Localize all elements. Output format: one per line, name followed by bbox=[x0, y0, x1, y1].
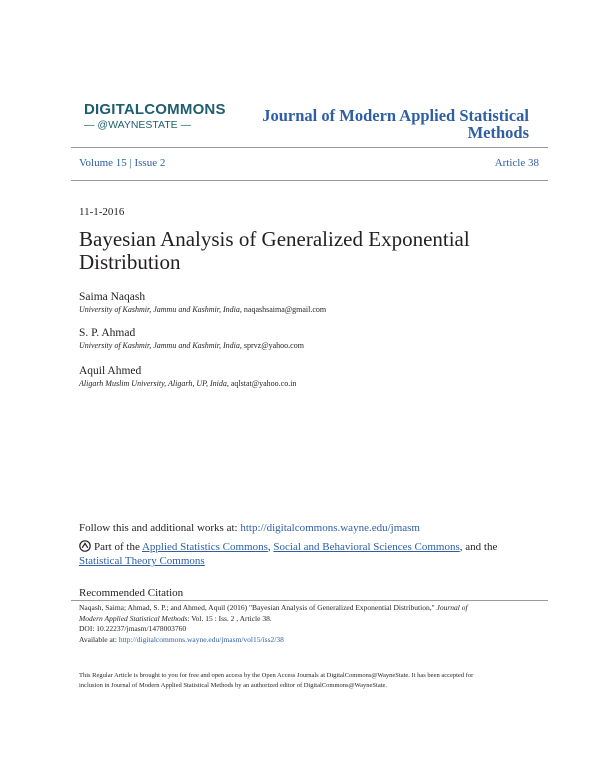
citation-line1 bbox=[79, 603, 529, 614]
volume-issue-bar bbox=[79, 157, 165, 169]
citation-available bbox=[79, 635, 529, 646]
citation-divider bbox=[71, 600, 548, 601]
logo-top-text: DIGITALCOMMONS bbox=[84, 101, 226, 118]
issue-link[interactable]: Issue 2 bbox=[134, 157, 166, 169]
affiliation-text: University of Kashmir, Jammu and Kashmir, India bbox=[79, 305, 240, 314]
author-name: Aquil Ahmed bbox=[79, 365, 142, 377]
applied-statistics-commons-link[interactable]: Applied Statistics Commons bbox=[141, 541, 268, 553]
affiliation-text: Aligarh Muslim University, Aligarh, UP, Inida bbox=[79, 379, 227, 388]
affiliation-text: University of Kashmir, Jammu and Kashmir, India bbox=[79, 341, 240, 350]
author-name: Saima Naqash bbox=[79, 291, 146, 303]
citation-volume: : Vol. 15 : Iss. 2 , Article 38. bbox=[187, 613, 272, 623]
open-access-notice bbox=[79, 671, 529, 691]
header-divider-top bbox=[71, 147, 548, 148]
author-block bbox=[79, 326, 304, 351]
citation-body bbox=[79, 603, 529, 645]
author-affiliation: University of Kashmir, Jammu and Kashmir, India, sprvz@yahoo.com bbox=[79, 341, 304, 350]
citation-doi: DOI: 10.22237/jmasm/1478003760 bbox=[79, 624, 187, 633]
part-of-commons bbox=[79, 540, 519, 568]
volume-link[interactable]: Volume 15 bbox=[79, 157, 127, 169]
citation-journal-end: Modern Applied Statistical Methods bbox=[79, 613, 188, 623]
recommended-citation-heading: Recommended Citation bbox=[79, 587, 184, 599]
journal-title-line1: Journal of Modern Applied Statistical bbox=[262, 106, 529, 125]
and-the-text: , and the bbox=[459, 541, 498, 553]
commons-network-icon bbox=[79, 540, 91, 552]
author-affiliation: University of Kashmir, Jammu and Kashmir, India, naqashsaima@gmail.com bbox=[79, 305, 327, 314]
journal-title[interactable] bbox=[239, 107, 529, 141]
citation-journal-start: Journal of bbox=[436, 603, 468, 612]
available-label: Available at: bbox=[79, 634, 117, 644]
logo-bottom-text: — @WAYNESTATE — bbox=[84, 119, 192, 131]
paper-title: Bayesian Analysis of Generalized Exponential Distribution bbox=[79, 227, 470, 274]
author-name: S. P. Ahmad bbox=[79, 327, 136, 339]
author-email: naqashsaima@gmail.com bbox=[243, 305, 327, 314]
notice-line1: This Regular Article is brought to you for free and open access by the Open Access Journals at DigitalCommons@WayneState. It has been accepted for bbox=[79, 672, 474, 679]
author-block bbox=[79, 364, 296, 389]
publication-date: 11-1-2016 bbox=[79, 206, 125, 218]
comma: , bbox=[267, 541, 271, 553]
author-email: aqlstat@yahoo.co.in bbox=[230, 379, 297, 388]
available-link[interactable]: http://digitalcommons.wayne.edu/jmasm/vol15/iss2/38 bbox=[118, 634, 284, 644]
author-block bbox=[79, 290, 326, 315]
digitalcommons-logo[interactable] bbox=[84, 101, 226, 131]
follow-line bbox=[79, 522, 420, 534]
header-divider-bottom bbox=[71, 180, 548, 181]
social-behavioral-sciences-commons-link[interactable]: Social and Behavioral Sciences Commons bbox=[273, 541, 460, 553]
journal-title-line2: Methods bbox=[467, 123, 529, 142]
follow-text: Follow this and additional works at: bbox=[79, 522, 238, 534]
author-affiliation: Aligarh Muslim University, Aligarh, UP, Inida, aqlstat@yahoo.co.in bbox=[79, 379, 297, 388]
citation-line2 bbox=[79, 614, 529, 625]
author-email: sprvz@yahoo.com bbox=[243, 341, 304, 350]
part-of-text: Part of the bbox=[94, 541, 140, 553]
follow-link[interactable]: http://digitalcommons.wayne.edu/jmasm bbox=[240, 522, 420, 534]
statistical-theory-commons-link[interactable]: Statistical Theory Commons bbox=[79, 555, 205, 567]
article-number: Article 38 bbox=[494, 157, 539, 169]
separator: | bbox=[129, 157, 132, 169]
notice-line2: inclusion in Journal of Modern Applied Statistical Methods by an authorized editor of DigitalCommons@WayneState. bbox=[79, 682, 388, 689]
citation-authors-title: Naqash, Saima; Ahmad, S. P.; and Ahmed, Aquil (2016) "Bayesian Analysis of Generalized Exponential Distribution," bbox=[79, 603, 435, 612]
